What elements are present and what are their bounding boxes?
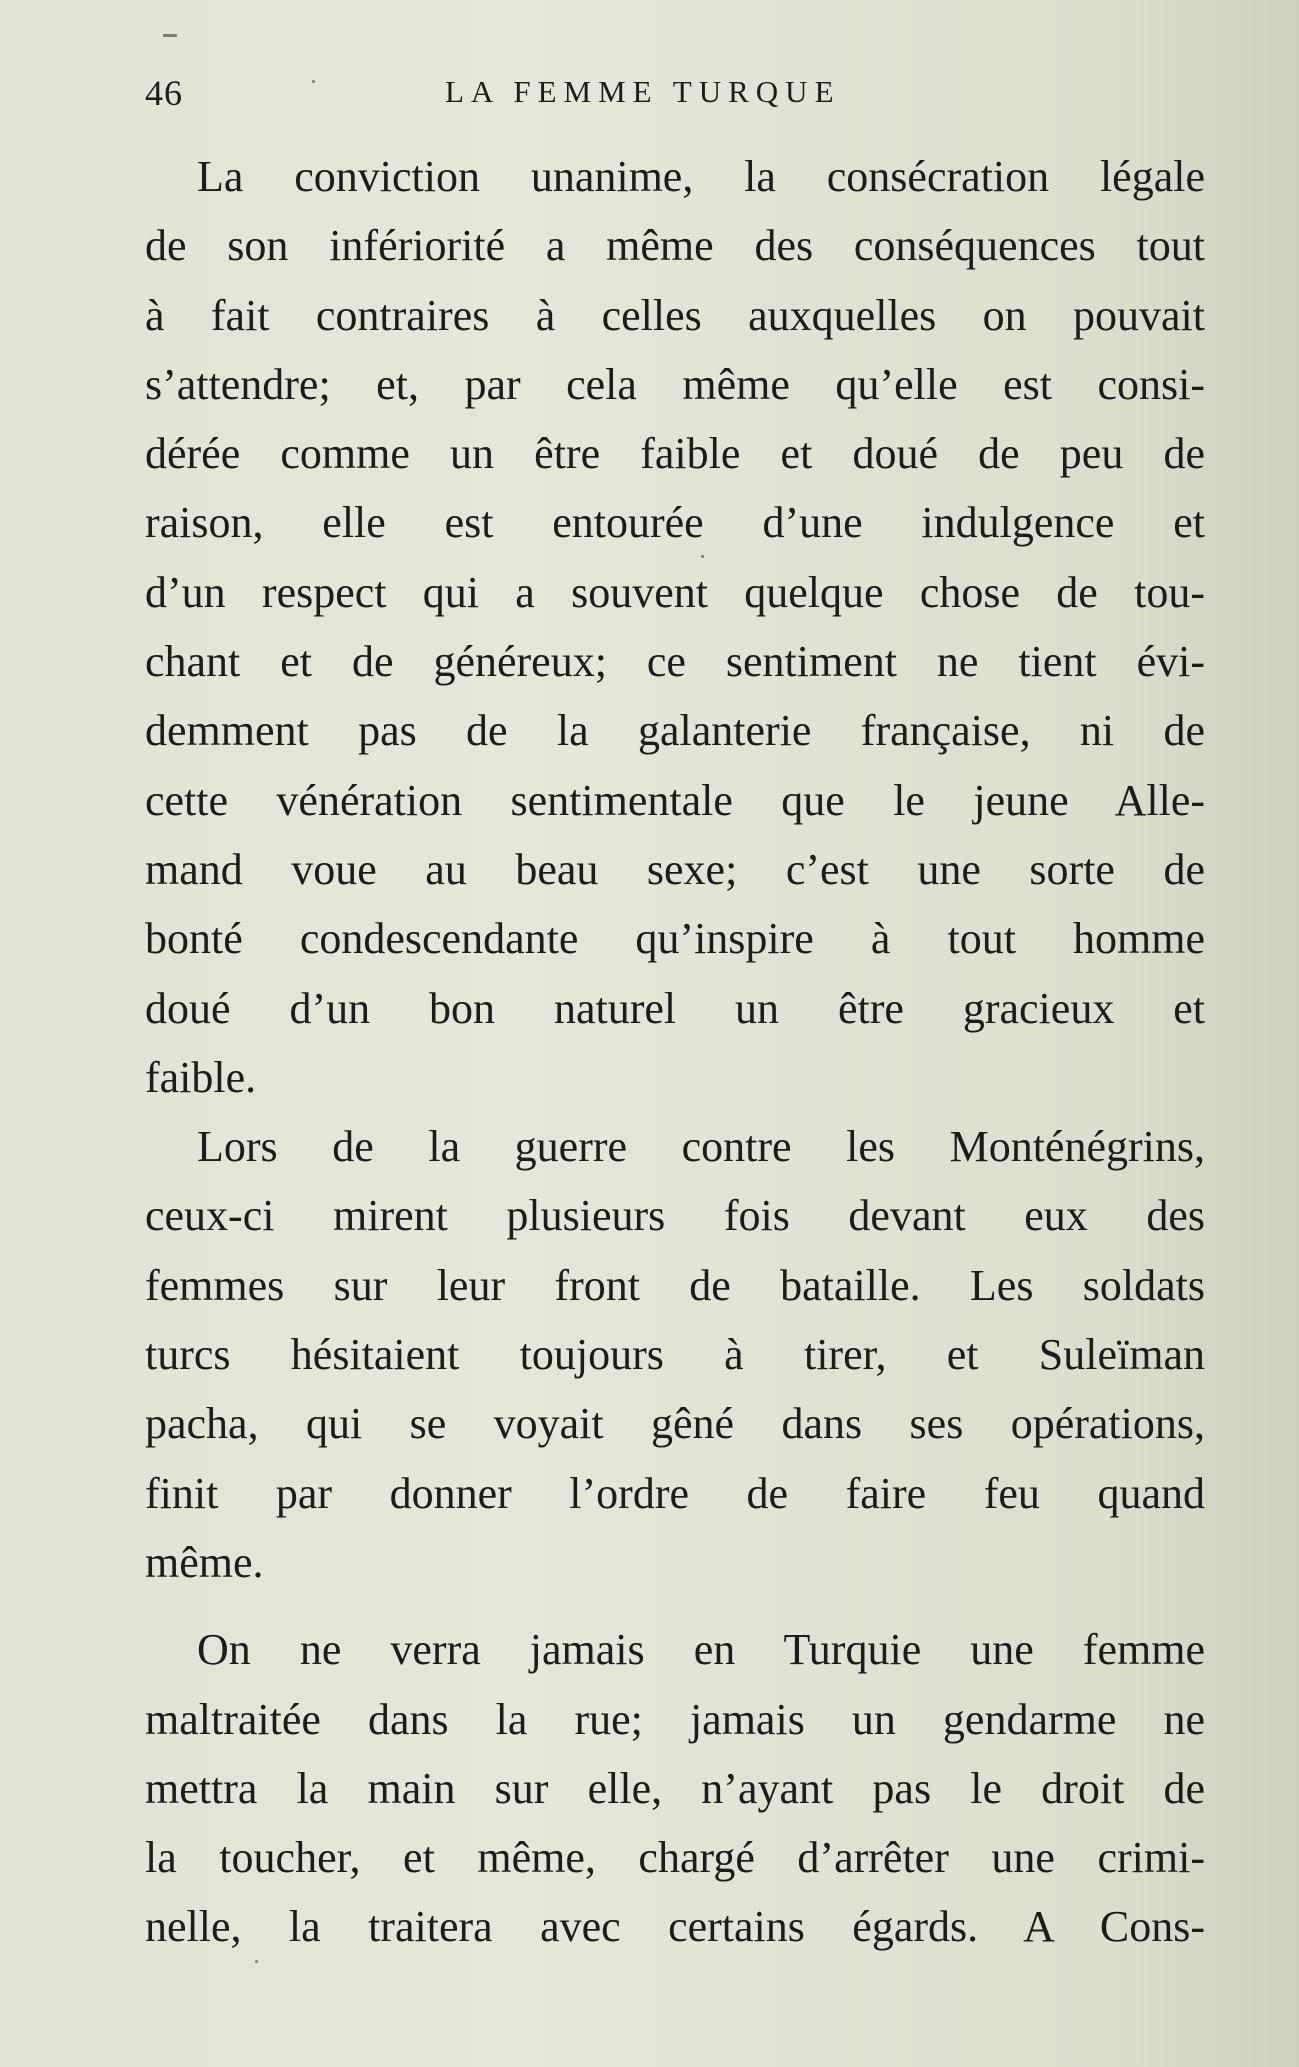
- text-line: On ne verra jamais en Turquie une femme: [197, 1625, 1205, 1675]
- text-line: d’un respect qui a souvent quelque chose de tou-: [145, 567, 1205, 617]
- text-line: de son infériorité a même des conséquences tout: [145, 221, 1205, 271]
- text-line: cette vénération sentimentale que le jeune Alle-: [145, 775, 1205, 825]
- print-speck: [163, 34, 177, 37]
- text-line: à fait contraires à celles auxquelles on pouvait: [145, 290, 1205, 340]
- text-line: nelle, la traitera avec certains égards. A Cons-: [145, 1902, 1205, 1952]
- text-line: mand voue au beau sexe; c’est une sorte de: [145, 844, 1205, 894]
- text-line: maltraitée dans la rue; jamais un gendarme ne: [145, 1694, 1205, 1744]
- text-line: raison, elle est entourée d’une indulgence et: [145, 498, 1205, 548]
- text-line: ceux-ci mirent plusieurs fois devant eux des: [145, 1191, 1205, 1241]
- text-line: demment pas de la galanterie française, ni de: [145, 706, 1205, 756]
- text-line: la toucher, et même, chargé d’arrêter une crimi-: [145, 1833, 1205, 1883]
- text-line: bonté condescendante qu’inspire à tout homme: [145, 914, 1205, 964]
- text-line: pacha, qui se voyait gêné dans ses opérations,: [145, 1399, 1205, 1449]
- running-head: [145, 72, 1205, 122]
- running-title: LA FEMME TURQUE: [445, 74, 841, 109]
- page-number: 46: [145, 73, 183, 113]
- text-line: chant et de généreux; ce sentiment ne tient évi-: [145, 637, 1205, 687]
- text-line: Lors de la guerre contre les Monténégrins,: [197, 1122, 1205, 1172]
- text-line: turcs hésitaient toujours à tirer, et Suleïman: [145, 1330, 1205, 1380]
- text-line: dérée comme un être faible et doué de peu de: [145, 429, 1205, 479]
- text-line: faible.: [145, 1052, 257, 1102]
- text-line: mettra la main sur elle, n’ayant pas le droit de: [145, 1763, 1205, 1813]
- body-text: [145, 142, 1205, 1962]
- text-line: La conviction unanime, la consécration légale: [197, 152, 1205, 201]
- text-line: finit par donner l’ordre de faire feu quand: [145, 1468, 1205, 1518]
- text-line: doué d’un bon naturel un être gracieux et: [145, 983, 1205, 1033]
- text-line: femmes sur leur front de bataille. Les soldats: [145, 1260, 1205, 1310]
- text-line: s’attendre; et, par cela même qu’elle est consi-: [145, 359, 1205, 409]
- text-line: même.: [145, 1537, 264, 1587]
